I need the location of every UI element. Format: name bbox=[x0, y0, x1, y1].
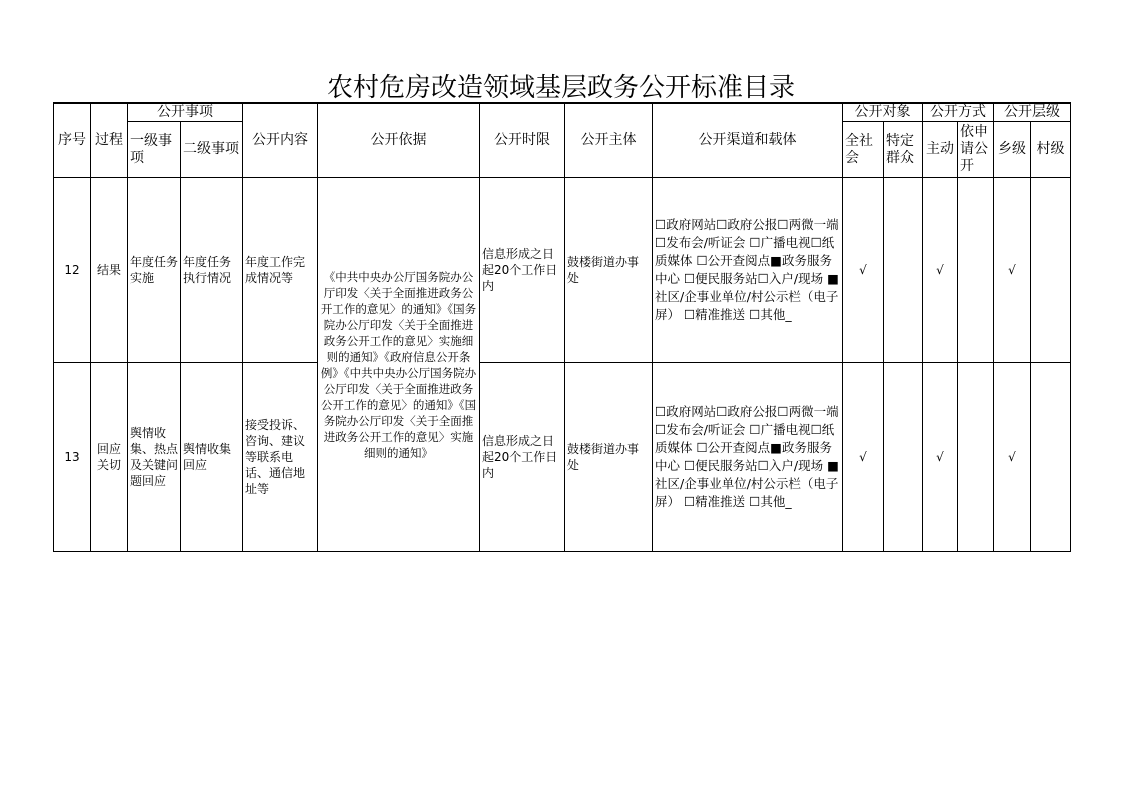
header-basis: 公开依据 bbox=[318, 103, 480, 178]
row-content: 接受投诉、咨询、建议等联系电话、通信地址等 bbox=[243, 363, 318, 552]
row-subject: 鼓楼街道办事处 bbox=[565, 363, 653, 552]
header-level-township: 乡级 bbox=[994, 122, 1031, 178]
row-content: 年度工作完成情况等 bbox=[243, 178, 318, 363]
row-seq: 13 bbox=[54, 363, 91, 552]
row-level2: 舆情收集回应 bbox=[181, 363, 243, 552]
header-level-village: 村级 bbox=[1031, 122, 1071, 178]
row-audience-all: √ bbox=[843, 363, 884, 552]
row-channels: ☐政府网站☐政府公报☐两微一端 ☐发布会/听证会 ☐广播电视☐纸质媒体 ☐公开查阅点■政务服务中心 ☐便民服务站☐入户/现场 ■社区/企事业单位/村公示栏（电子屏） ☐精准推送 ☐其他_ bbox=[653, 178, 843, 363]
row-level-township: √ bbox=[994, 363, 1031, 552]
header-time-limit: 公开时限 bbox=[480, 103, 565, 178]
row-seq: 12 bbox=[54, 178, 91, 363]
row-basis: 《中共中央办公厅国务院办公厅印发〈关于全面推进政务公开工作的意见〉的通知》《国务院办公厅印发〈关于全面推进政务公开工作的意见〉实施细则的通知》《政府信息公开条例》《中共中央办公厅国务院办公厅印发〈关于全面推进政务公开工作的意见〉的通知》《国务院办公厅印发〈关于全面推进政务公开工作的意见〉实施细则的通知》 bbox=[318, 178, 480, 552]
header-process: 过程 bbox=[91, 103, 128, 178]
header-method-active: 主动 bbox=[923, 122, 958, 178]
row-method-request bbox=[958, 363, 994, 552]
row-level1: 舆情收集、热点及关键问题回应 bbox=[128, 363, 181, 552]
row-level2: 年度任务执行情况 bbox=[181, 178, 243, 363]
row-method-active: √ bbox=[923, 363, 958, 552]
row-level1: 年度任务实施 bbox=[128, 178, 181, 363]
header-level1: 一级事项 bbox=[128, 122, 181, 178]
header-audience-all: 全社会 bbox=[843, 122, 884, 178]
header-content: 公开内容 bbox=[243, 103, 318, 178]
row-audience-specific bbox=[884, 363, 923, 552]
page-title: 农村危房改造领域基层政务公开标准目录 bbox=[326, 73, 795, 103]
header-audience-specific: 特定群众 bbox=[884, 122, 923, 178]
row-audience-all: √ bbox=[843, 178, 884, 363]
row-method-request bbox=[958, 178, 994, 363]
header-seq: 序号 bbox=[54, 103, 91, 178]
row-time-limit: 信息形成之日起20个工作日内 bbox=[480, 363, 565, 552]
row-channels: ☐政府网站☐政府公报☐两微一端 ☐发布会/听证会 ☐广播电视☐纸质媒体 ☐公开查阅点■政务服务中心 ☐便民服务站☐入户/现场 ■社区/企事业单位/村公示栏（电子屏） ☐精准推送 ☐其他_ bbox=[653, 363, 843, 552]
row-audience-specific bbox=[884, 178, 923, 363]
row-level-township: √ bbox=[994, 178, 1031, 363]
table-row bbox=[54, 363, 1071, 552]
header-level2: 二级事项 bbox=[181, 122, 243, 178]
catalog-table bbox=[53, 102, 1071, 552]
header-channels: 公开渠道和载体 bbox=[653, 103, 843, 178]
header-subject: 公开主体 bbox=[565, 103, 653, 178]
row-time-limit: 信息形成之日起20个工作日内 bbox=[480, 178, 565, 363]
row-method-active: √ bbox=[923, 178, 958, 363]
header-audience: 公开对象 bbox=[843, 103, 923, 122]
row-level-village bbox=[1031, 178, 1071, 363]
table-row bbox=[54, 178, 1071, 363]
row-subject: 鼓楼街道办事处 bbox=[565, 178, 653, 363]
row-process: 结果 bbox=[91, 178, 128, 363]
header-matters: 公开事项 bbox=[128, 103, 243, 122]
header-level: 公开层级 bbox=[994, 103, 1071, 122]
header-method: 公开方式 bbox=[923, 103, 994, 122]
row-process: 回应关切 bbox=[91, 363, 128, 552]
header-method-request: 依申请公开 bbox=[958, 122, 994, 178]
row-level-village bbox=[1031, 363, 1071, 552]
